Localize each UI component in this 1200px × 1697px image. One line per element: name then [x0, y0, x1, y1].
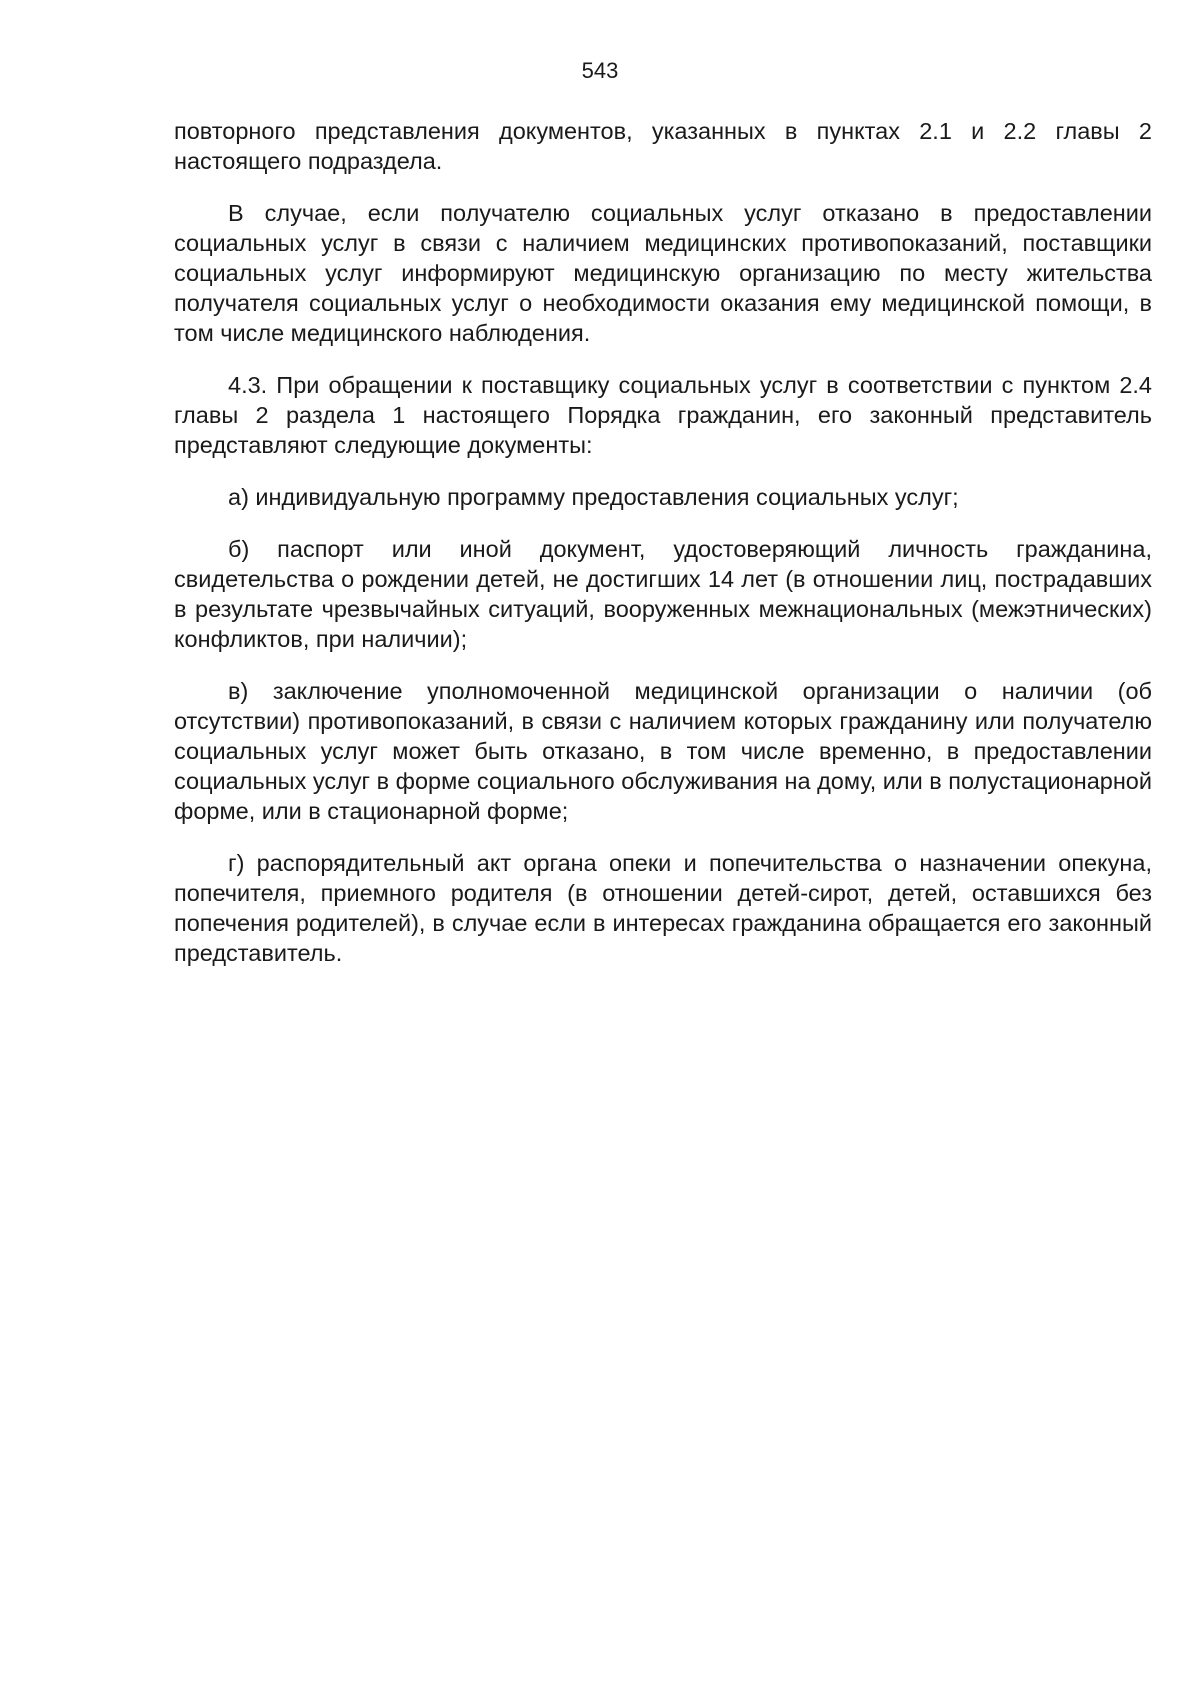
paragraph-continuation: повторного представления документов, указанных в пунктах 2.1 и 2.2 главы 2 настоящего подраздела. [174, 118, 1152, 174]
list-item-g: г) распорядительный акт органа опеки и попечительства о назначении опекуна, попечителя, приемного родителя (в отношении детей-сирот, детей, оставшихся без попечения родителей), в случае если в интересах гражданина обращается его законный представитель. [174, 850, 1152, 966]
paragraph-section-4-3: 4.3. При обращении к поставщику социальных услуг в соответствии с пунктом 2.4 главы 2 раздела 1 настоящего Порядка гражданин, его законный представитель представляют следующие документы: [174, 372, 1152, 458]
document-body [174, 116, 1152, 990]
paragraph-refusal-notice: В случае, если получателю социальных услуг отказано в предоставлении социальных услуг в связи с наличием медицинских противопоказаний, поставщики социальных услуг информируют медицинскую организацию по месту жительства получателя социальных услуг о необходимости оказания ему медицинской помощи, в том числе медицинского наблюдения. [174, 200, 1152, 346]
list-item-a: а) индивидуальную программу предоставления социальных услуг; [228, 484, 959, 510]
list-item-v: в) заключение уполномоченной медицинской организации о наличии (об отсутствии) противопоказаний, в связи с наличием которых гражданину или получателю социальных услуг может быть отказано, в том числе временно, в предоставлении социальных услуг в форме социального обслуживания на дому, или в полустационарной форме, или в стационарной форме; [174, 678, 1153, 824]
list-item-b: б) паспорт или иной документ, удостоверяющий личность гражданина, свидетельства о рождении детей, не достигших 14 лет (в отношении лиц, пострадавших в результате чрезвычайных ситуаций, вооруженных межнациональных (межэтнических) конфликтов, при наличии); [174, 536, 1152, 652]
page-number: 543 [581, 58, 619, 83]
